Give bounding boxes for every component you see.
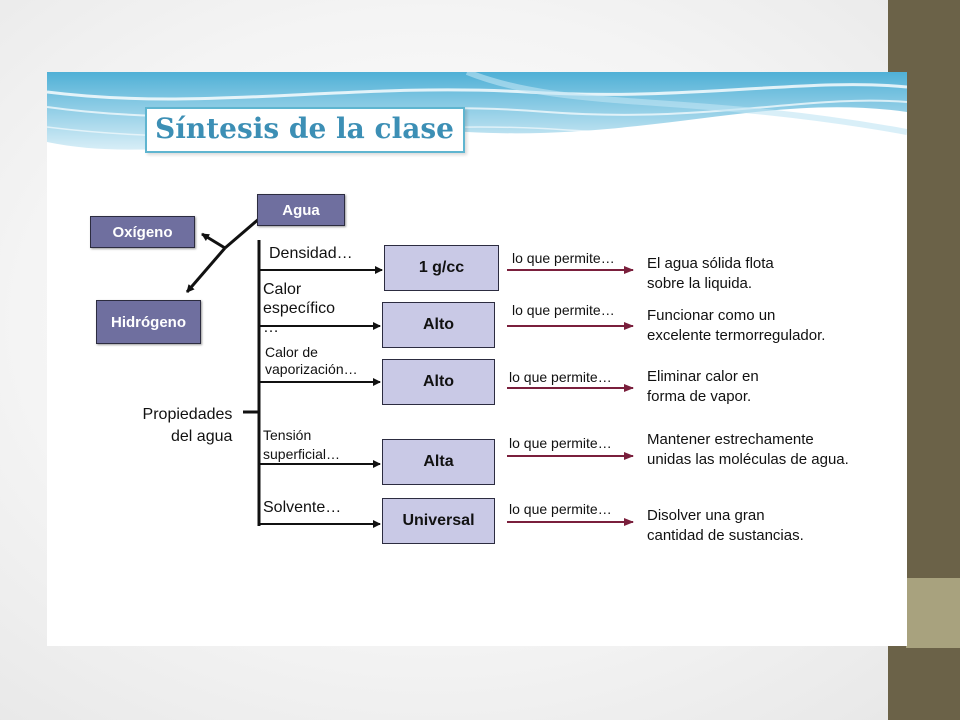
value-solvent: Universal <box>402 512 475 529</box>
value-box-vaporization <box>382 359 495 405</box>
effect-surface-tension-line1: Mantener estrechamente <box>647 431 814 448</box>
effect-surface-tension-line2: unidas las moléculas de agua. <box>647 451 849 468</box>
prop-specific-heat-line1: Calor <box>263 281 302 298</box>
hydrogen-box <box>96 300 201 344</box>
prop-vaporization-line2: vaporización… <box>265 361 358 377</box>
water-box <box>257 194 345 226</box>
prop-specific-heat-line2: específico <box>263 300 336 317</box>
effect-density-line1: El agua sólida flota <box>647 255 774 272</box>
slide <box>47 72 907 646</box>
value-box-density <box>384 245 499 291</box>
prop-solvent <box>263 498 341 517</box>
connector-label-4: lo que permite… <box>509 435 612 451</box>
side-decor-accent <box>906 578 960 648</box>
connector-label-1: lo que permite… <box>512 250 615 266</box>
prop-solvent-line1: Solvente… <box>263 499 342 516</box>
effect-surface-tension <box>647 430 849 470</box>
oxygen-label: Oxígeno <box>112 223 173 241</box>
prop-surface-tension <box>263 426 340 464</box>
properties-label-line2: del agua <box>171 428 233 445</box>
effect-specific-heat-line2: excelente termorregulador. <box>647 327 826 344</box>
prop-specific-heat-line3: … <box>263 319 279 336</box>
prop-vaporization-line1: Calor de <box>265 344 318 360</box>
effect-specific-heat-line1: Funcionar como un <box>647 307 776 324</box>
connector-label-5: lo que permite… <box>509 501 612 517</box>
value-box-specific-heat <box>382 302 495 348</box>
effect-specific-heat <box>647 306 825 346</box>
effect-density <box>647 254 774 294</box>
effect-vaporization-line1: Eliminar calor en <box>647 368 759 385</box>
connector-label-2: lo que permite… <box>512 302 615 318</box>
connector-label-3: lo que permite… <box>509 369 612 385</box>
prop-density <box>269 244 353 263</box>
effect-density-line2: sobre la liquida. <box>647 275 753 292</box>
value-density: 1 g/cc <box>418 259 465 276</box>
properties-label-line1: Propiedades <box>142 406 233 423</box>
effect-vaporization-line2: forma de vapor. <box>647 388 752 405</box>
prop-surface-tension-line2: superficial… <box>263 446 341 462</box>
effect-solvent-line1: Disolver una gran <box>647 507 765 524</box>
water-label: Agua <box>282 201 320 219</box>
properties-label <box>135 404 232 448</box>
effect-vaporization <box>647 367 759 407</box>
effect-solvent <box>647 506 804 546</box>
value-specific-heat: Alto <box>422 316 455 333</box>
value-vaporization: Alto <box>422 373 455 390</box>
oxygen-box <box>90 216 195 248</box>
value-box-surface-tension <box>382 439 495 485</box>
slide-title: Síntesis de la clase <box>155 112 454 145</box>
effect-solvent-line2: cantidad de sustancias. <box>647 527 804 544</box>
prop-surface-tension-line1: Tensión <box>263 427 312 443</box>
hydrogen-label: Hidrógeno <box>111 313 186 331</box>
value-box-solvent <box>382 498 495 544</box>
prop-vaporization-heat <box>265 344 358 378</box>
value-surface-tension: Alta <box>423 453 454 470</box>
prop-specific-heat <box>263 280 335 337</box>
prop-density-line1: Densidad… <box>269 245 353 262</box>
